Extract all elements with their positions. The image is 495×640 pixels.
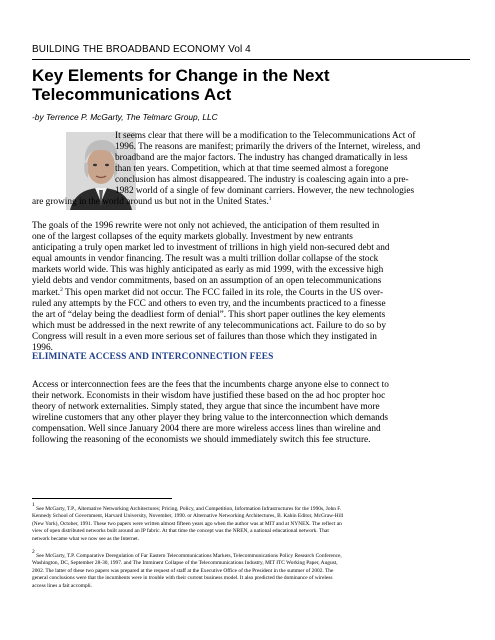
footnote-ref-1[interactable]: 1 [268, 196, 272, 202]
body-line: yield debts and vendor commitments, based on an assumption of an open telecommunications [32, 276, 382, 287]
footnote-text: Kennedy School of Government, Harvard University, November, 1990. or Alternative Networking Architectures, B. Kahin Editor, McGraw-Hill [32, 513, 344, 520]
section-heading: ELIMINATE ACCESS AND INTERCONNECTION FEES [32, 352, 274, 362]
body-line: anticipating a truly open market led to investment of trillions in high yield non-secured debt and [32, 243, 390, 254]
body-line: one of the largest collapses of the equity markets globally. Investment by new entrants [32, 232, 353, 243]
header-rule [32, 59, 470, 60]
body-line: wireline customers that any other player they bring value to the interconnection which demands [32, 413, 389, 424]
footnote-text: 2002. The latter of these two papers was prepared at the request of staff at the Executive Office of the President in the summer of 2002. The [32, 567, 334, 574]
body-line: Access or interconnection fees are the fees that the incumbents charge anyone else to connect to [32, 380, 389, 390]
intro-line: broadband are the major factors. The industry has changed dramatically in less [115, 153, 408, 163]
footnote-number: 2 [32, 549, 35, 555]
page [32, 0, 470, 640]
footnote-text: general conclusions were that the incumbents were in trouble with their current business model. It also predicted the dominance of wireless [32, 575, 333, 582]
body-line: following the reasoning of the economists we should immediately switch this fee structure. [32, 435, 371, 446]
running-header: BUILDING THE BROADBAND ECONOMY Vol 4 [32, 44, 251, 55]
footnote-text: view of open distributed networks built around an IP fabric. At that time the concept was the NREN, a national educational network. That [32, 528, 329, 535]
footnote-ref-2[interactable]: 2 [60, 286, 63, 293]
paragraph-goals [32, 221, 470, 354]
body-line: Congress will result in a even more serious set of failures than those which they instigated in [32, 331, 377, 342]
footnote-text: See McGarty, T.P., Alternative Networking Architectures; Pricing, Policy, and Competition, Information Infrastructures for the 1990s, John F. [34, 506, 342, 512]
footnote-text: network became what we now see as the Internet. [32, 535, 140, 542]
footnote-text: (New York), October, 1991. These two papers were written almost fifteen years ago when the author was at MIT and at NYNEX. The reflect an [32, 520, 342, 527]
article-title-line-1: Key Elements for Change in the Next [32, 66, 330, 85]
intro-last-line [32, 197, 272, 208]
footnote-2 [32, 549, 470, 590]
body-line: which must be addressed in the next rewrite of any telecommunications act. Failure to do so by [32, 320, 386, 331]
intro-line: It seems clear that there will be a modification to the Telecommunications Act of [115, 131, 416, 141]
body-line: compensation. Well since January 2004 there are more wireless access lines than wireline and [32, 424, 381, 435]
intro-line: than ten years. Competition, which at that time seemed almost a foregone [115, 164, 389, 174]
intro-line: conclusion has almost disappeared. The industry is coalescing again into a pre- [115, 175, 409, 185]
article-title-line-2: Telecommunications Act [32, 85, 232, 104]
body-line: their network. Economists in their wisdom have justified these based on the ad hoc propter hoc [32, 391, 386, 402]
body-line-part: market. [32, 287, 61, 298]
footnote-text: access lines a fait accompli. [32, 582, 93, 589]
footnote-text: See McGarty, T.P. Comparative Deregulation of Far Eastern Telecommunications Markets, Telecommunications Policy Research Conference, [34, 553, 342, 559]
footnote-number: 1 [32, 502, 35, 508]
intro-line: 1996. The reasons are manifest; primarily the drivers of the Internet, wireless, and [115, 142, 421, 152]
body-line: ruled any attempts by the FCC and others to even try, and the incumbents practiced to a finesse [32, 298, 386, 309]
body-line-with-footnote [32, 288, 470, 299]
footnote-text: Washington, DC, September 28-30, 1997. and The Imminent Collapse of the Telecommunications Industry, MIT ITC Working Paper, August, [32, 560, 338, 567]
footnote-separator [32, 498, 172, 499]
body-line: The goals of the 1996 rewrite were not only not achieved, the anticipation of them resulted in [32, 221, 380, 231]
author-byline: -by Terrence P. McGarty, The Telmarc Group, LLC [32, 112, 218, 122]
paragraph-access-fees [32, 380, 470, 447]
intro-last-line-text: are growing in the world around us but not in the United States. [32, 197, 269, 207]
body-line: markets world wide. This was highly anticipated as early as mid 1999, with the excessive high [32, 265, 384, 276]
article-title [32, 66, 470, 104]
body-line: the art of “delay being the deadliest form of denial”. This short paper outlines the key elements [32, 309, 386, 320]
body-line-part: This open market did not occur. The FCC failed in its role, the Courts in the US over- [62, 287, 384, 298]
footnote-1 [32, 502, 470, 543]
body-line: 1996. [32, 343, 53, 354]
body-line: equal amounts in vendor financing. The result was a multi trillion dollar collapse of the stock [32, 254, 379, 265]
body-line: theory of network externalities. Simply stated, they argue that since the incumbent have more [32, 402, 380, 413]
intro-line: 1982 world of a single of few dominant carriers. However, the new technologies [115, 186, 415, 196]
